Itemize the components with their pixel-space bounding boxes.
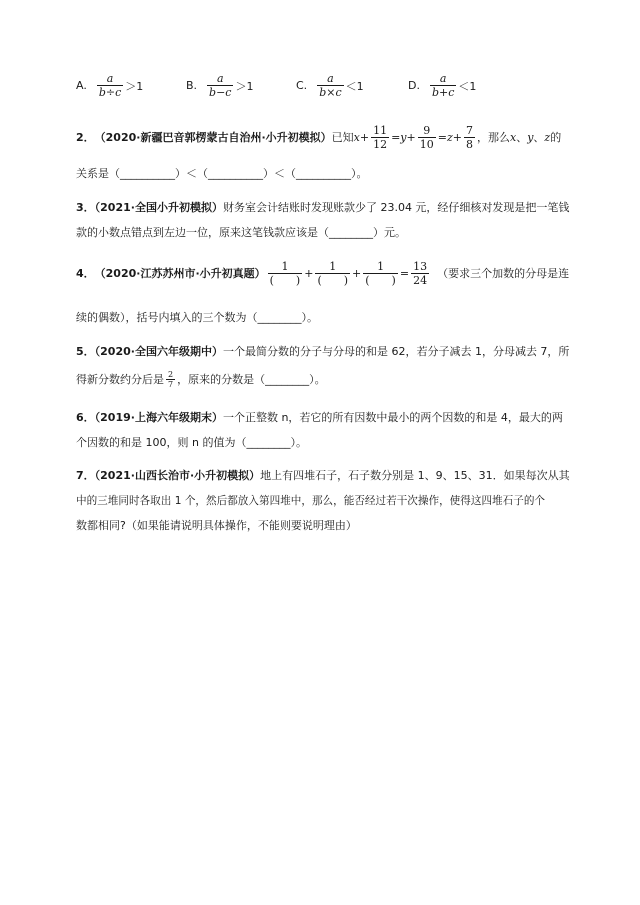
question-3: 3．（2021·全国小升初模拟）财务室会计结账时发现账款少了 23.04 元，经仔细核对发现是把一笔钱	[76, 201, 570, 214]
question-7-line-3: 数都相同?（如果能请说明具体操作，不能则要说明理由）	[76, 519, 357, 532]
question-source: （2020·新疆巴音郭楞蒙古自治州·小升初模拟）	[94, 130, 332, 144]
question-6-line-2: 个因数的和是 100，则 n 的值为（________）。	[76, 436, 307, 449]
question-3-line-2: 款的小数点错点到左边一位，原来这笔钱款应该是（________）元。	[76, 226, 406, 239]
question-5: 5．（2020·全国六年级期中）一个最简分数的分子与分母的和是 62，若分子减去 1，分母减去 7，所	[76, 345, 570, 358]
question-2: 2． （2020·新疆巴音郭楞蒙古自治州·小升初模拟） 已知 x + $\frac{11}{12}$ = y + $\frac{9}{10}$ = z + $\frac{7}{8}$ ，那么 x 、 y 、 z 的	[76, 124, 562, 151]
question-4: 4． （2020·江苏苏州市·小升初真题） $\frac{1}{( )}$ + $\frac{1}{( )}$ + $\frac{1}{( )}$ = $\frac{13}{24}$ （要求三个加数的分母是连	[76, 260, 570, 287]
question-source: （2020·江苏苏州市·小升初真题）	[94, 266, 266, 280]
question-2-line-2: 关系是（__________）＜（__________）＜（__________）。	[76, 167, 368, 180]
question-number: 4．	[76, 266, 95, 280]
question-source: （2019·上海六年级期末）	[94, 411, 223, 424]
question-5-line-2: 得新分数约分后是 $\frac{2}{7}$ ，原来的分数是（________）。	[76, 370, 326, 389]
option-label: B.	[186, 79, 198, 92]
fraction: $\frac{9}{10}$	[419, 124, 434, 151]
fraction: $\frac{13}{24}$	[413, 260, 428, 287]
question-source: （2021·全国小升初模拟）	[94, 201, 223, 214]
fraction-blank[interactable]: $\frac{1}{( )}$	[269, 260, 301, 287]
question-number: 7．	[76, 469, 95, 482]
option-fraction: $\frac{a}{b+c}$	[431, 72, 455, 99]
option-label: C.	[296, 79, 308, 92]
option-fraction: $\frac{a}{b-c}$	[209, 72, 232, 99]
fraction-blank[interactable]: $\frac{1}{( )}$	[365, 260, 396, 287]
option-relation: ＜1	[345, 79, 364, 93]
option-b[interactable]	[186, 72, 253, 99]
question-number: 6．	[76, 411, 95, 424]
question-number: 2．	[76, 130, 95, 144]
option-relation: ＞1	[125, 79, 144, 93]
option-d[interactable]	[408, 72, 476, 99]
fraction: $\frac{11}{12}$	[373, 124, 388, 151]
question-7: 7．（2021·山西长治市·小升初模拟）地上有四堆石子，石子数分别是 1、9、15、31．如果每次从其	[76, 469, 570, 482]
option-relation: ＞1	[235, 79, 254, 93]
question-6: 6．（2019·上海六年级期末）一个正整数 n，若它的所有因数中最小的两个因数的和是 4，最大的两	[76, 411, 563, 424]
fraction: $\frac{2}{7}$	[168, 370, 174, 389]
option-label: D.	[408, 79, 420, 92]
option-c[interactable]	[296, 72, 364, 99]
option-fraction: $\frac{a}{b\div c}$	[98, 72, 122, 99]
question-number: 5．	[76, 345, 95, 358]
fraction: $\frac{7}{8}$	[465, 124, 473, 151]
question-number: 3．	[76, 201, 95, 214]
option-label: A.	[76, 79, 87, 92]
fraction-blank[interactable]: $\frac{1}{( )}$	[317, 260, 349, 287]
question-source: （2020·全国六年级期中）	[94, 345, 223, 358]
question-7-line-2: 中的三堆同时各取出 1 个，然后都放入第四堆中，那么，能否经过若干次操作，使得这四堆石子的个	[76, 495, 546, 507]
option-a[interactable]	[76, 72, 143, 99]
question-source: （2021·山西长治市·小升初模拟）	[94, 469, 261, 482]
option-relation: ＜1	[458, 79, 477, 93]
question-4-line-2: 续的偶数），括号内填入的三个数为（________）。	[76, 311, 318, 324]
option-fraction: $\frac{a}{b\times c}$	[319, 72, 342, 99]
